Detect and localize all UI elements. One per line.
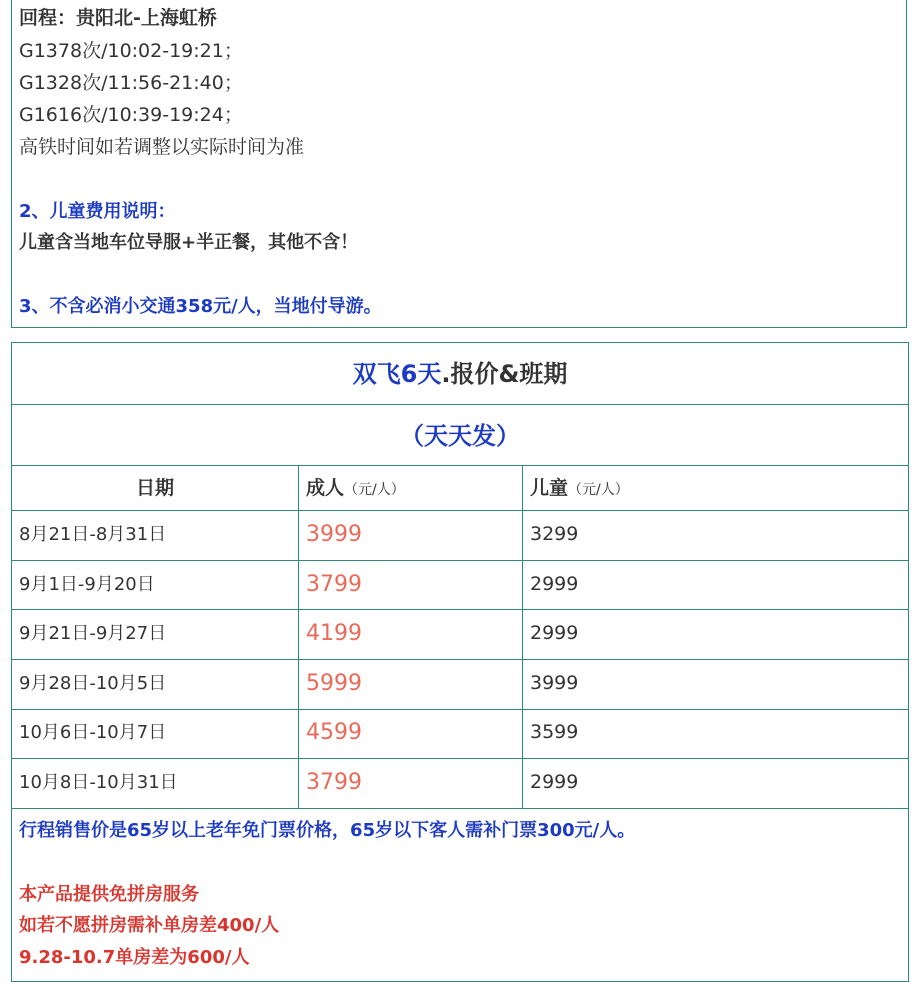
return-route-label: 回程：贵阳北-上海虹桥 xyxy=(19,7,217,29)
row-adult-price: 4199 xyxy=(306,621,362,646)
row-divider xyxy=(12,709,908,710)
row-date: 9月1日-9月20日 xyxy=(19,574,155,595)
row-divider xyxy=(12,659,908,660)
senior-ticket-note: 行程销售价是65岁以上老年免门票价格，65岁以下客人需补门票300元/人。 xyxy=(19,820,636,841)
row-child-price: 3299 xyxy=(530,523,579,545)
room-note: 本产品提供免拼房服务 xyxy=(19,884,199,905)
row-adult-price: 4599 xyxy=(306,720,362,745)
header-adult-unit: （元/人） xyxy=(344,482,405,498)
price-table-title-row xyxy=(12,343,908,405)
transport-note: 3、不含必消小交通358元/人，当地付导游。 xyxy=(19,296,382,317)
row-adult-price: 5999 xyxy=(306,671,362,696)
row-date: 10月6日-10月7日 xyxy=(19,722,167,743)
row-adult-price: 3999 xyxy=(306,522,362,547)
row-child-price: 2999 xyxy=(530,622,579,644)
child-fee-title: 2、儿童费用说明： xyxy=(19,201,176,222)
header-adult xyxy=(306,479,405,498)
train-item-2: G1328次/11:56-21:40； xyxy=(19,72,243,94)
header-child xyxy=(530,479,629,498)
row-divider xyxy=(12,609,908,610)
trip-name: 双飞6天 xyxy=(352,360,442,388)
train-time-note: 高铁时间如若调整以实际时间为准 xyxy=(19,136,305,158)
header-date: 日期 xyxy=(135,477,174,499)
child-fee-detail: 儿童含当地车位导服+半正餐，其他不含！ xyxy=(19,232,359,253)
row-child-price: 3999 xyxy=(530,672,579,694)
room-note: 如若不愿拼房需补单房差400/人 xyxy=(19,915,280,936)
row-child-price: 3599 xyxy=(530,721,579,743)
row-adult-price: 3799 xyxy=(306,770,362,795)
train-item-3: G1616次/10:39-19:24； xyxy=(19,104,243,126)
row-divider xyxy=(12,808,908,809)
row-child-price: 2999 xyxy=(530,573,579,595)
row-divider xyxy=(12,758,908,759)
row-date: 9月28日-10月5日 xyxy=(19,673,167,694)
header-child-label: 儿童 xyxy=(530,477,569,499)
room-note: 9.28-10.7单房差为600/人 xyxy=(19,947,250,968)
row-adult-price: 3799 xyxy=(306,572,362,597)
title-suffix: .报价&班期 xyxy=(441,360,568,388)
price-table-subtitle-row xyxy=(12,405,908,466)
itinerary-notes-box xyxy=(11,0,907,328)
row-child-price: 2999 xyxy=(530,771,579,793)
row-date: 9月21日-9月27日 xyxy=(19,623,167,644)
row-date: 10月8日-10月31日 xyxy=(19,772,178,793)
price-table xyxy=(11,342,909,982)
row-divider xyxy=(12,560,908,561)
price-table-title xyxy=(12,362,908,386)
row-divider xyxy=(12,510,908,511)
header-adult-label: 成人 xyxy=(306,477,345,499)
header-child-unit: （元/人） xyxy=(568,482,629,498)
departure-schedule: （天天发） xyxy=(400,422,520,450)
train-item-1: G1378次/10:02-19:21； xyxy=(19,40,243,62)
row-date: 8月21日-8月31日 xyxy=(19,524,167,545)
